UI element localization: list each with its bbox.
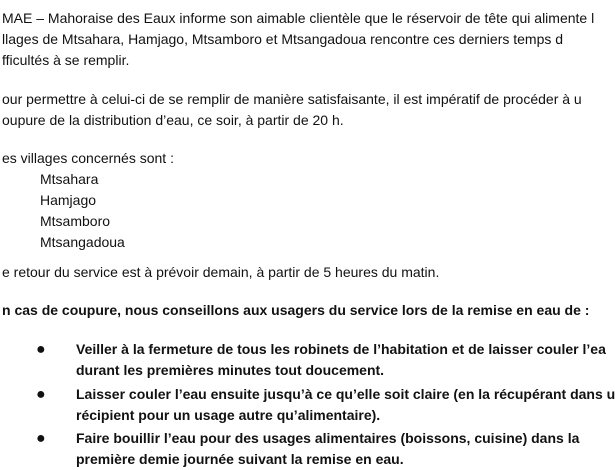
advice-item-3-line-2: première demie journée suivant la remise en eau. (76, 451, 404, 467)
village-item: Mtsahara (40, 171, 99, 187)
advice-heading: n cas de coupure, nous conseillons aux usagers du service lors de la remise en eau de : (2, 302, 590, 318)
bullet-icon: ● (36, 386, 46, 403)
village-item: Mtsamboro (40, 213, 111, 229)
villages-heading: es villages concernés sont : (2, 150, 174, 166)
advice-item-1-line-2: durant les premières minutes tout doucement. (76, 362, 385, 378)
bullet-icon: ● (36, 341, 46, 358)
measure-line-2: oupure de la distribution d’eau, ce soir, à partir de 20 h. (2, 112, 344, 128)
advice-item-3-line-1: Faire bouillir l’eau pour des usages alimentaires (boissons, cuisine) dans la (76, 430, 580, 446)
advice-item-2-line-2: récipient pour un usage autre qu’alimentaire). (76, 407, 381, 423)
village-item: Mtsangadoua (40, 234, 125, 250)
village-item: Hamjago (40, 192, 97, 208)
return-service-text: e retour du service est à prévoir demain, à partir de 5 heures du matin. (2, 264, 440, 280)
measure-line-1: our permettre à celui-ci de se remplir de manière satisfaisante, il est impératif de procéder à u (2, 91, 582, 107)
intro-line-2: llages de Mtsahara, Hamjago, Mtsamboro et Mtsangadoua rencontre ces derniers temps d (2, 31, 564, 47)
intro-line-1: MAE – Mahoraise des Eaux informe son aimable clientèle que le réservoir de tête qui alimente l (2, 10, 595, 26)
intro-line-3: fficultés à se remplir. (2, 52, 130, 68)
advice-item-1-line-1: Veiller à la fermeture de tous les robinets de l’habitation et de laisser couler l’ea (76, 341, 606, 357)
advice-item-2-line-1: Laisser couler l’eau ensuite jusqu’à ce qu’elle soit claire (en la récupérant dans u (76, 386, 615, 402)
bullet-icon: ● (36, 430, 46, 447)
